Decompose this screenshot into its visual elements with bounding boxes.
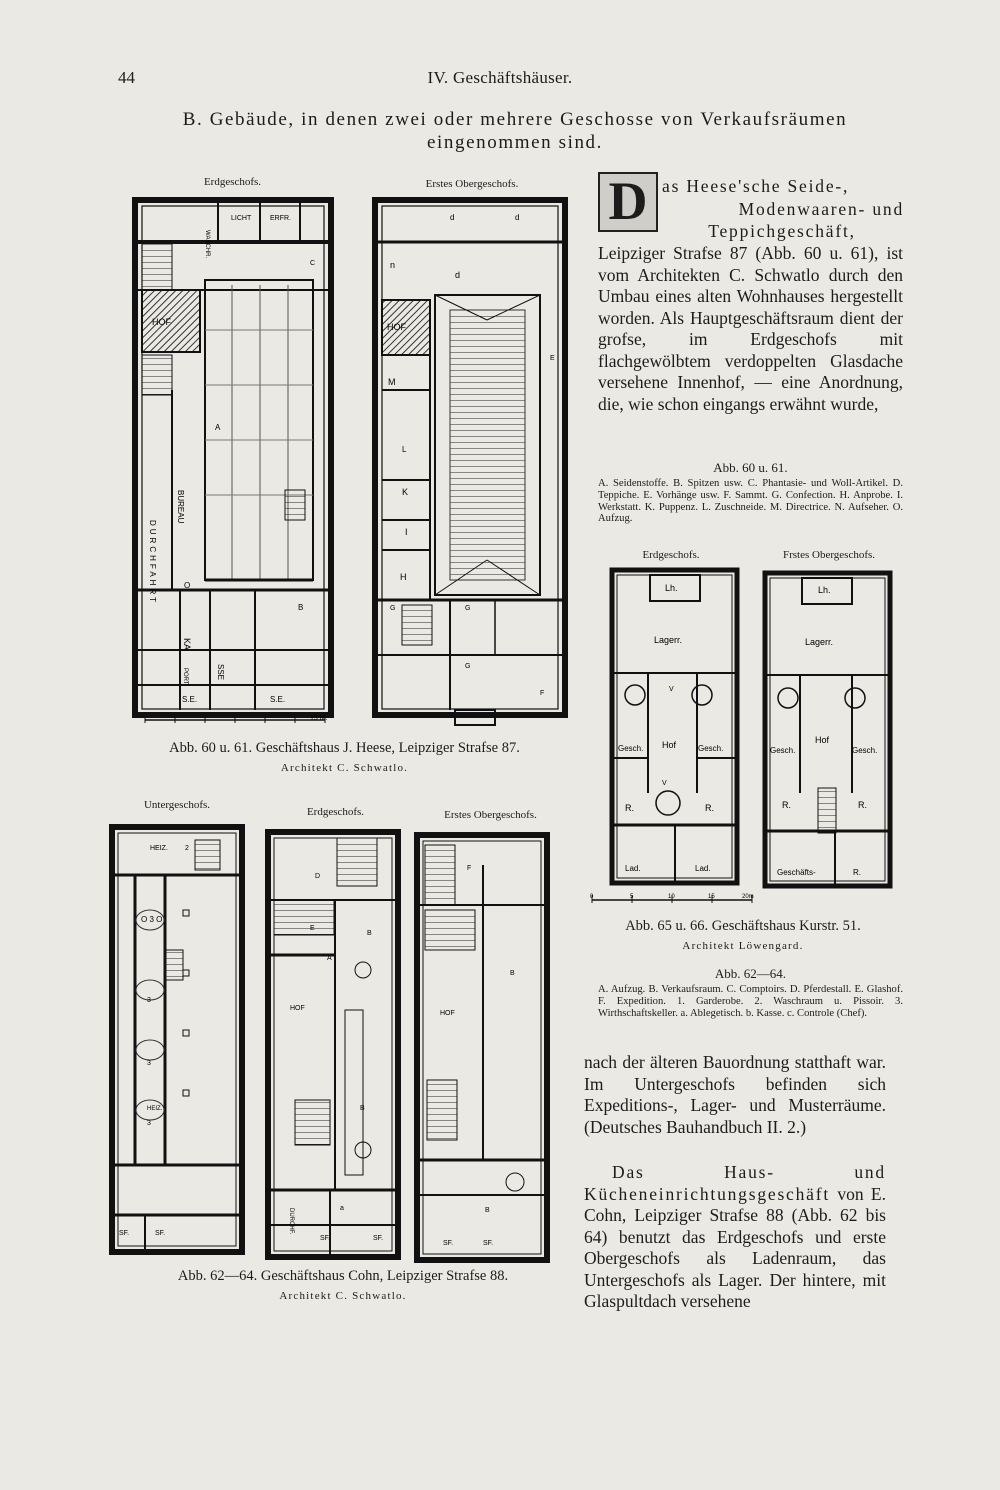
legend-cohn: A. Aufzug. B. Verkaufsraum. C. Comptoirs. D. Pferdestall. E. Glashof. F. Expedition. 1. Garderobe. 2. Waschraum u. Pissoir. 3. Wirthschaftskeller. a. Ablegetisch. b. Kasse. c. Controle (Chef). (598, 984, 903, 1019)
svg-text:d: d (515, 213, 520, 222)
cohn-basement-label: Untergeschofs. (143, 799, 211, 811)
svg-text:3: 3 (147, 1060, 151, 1067)
svg-text:HEIZ.: HEIZ. (150, 845, 168, 852)
svg-text:HOF: HOF (387, 322, 406, 332)
svg-text:SSE: SSE (216, 664, 225, 681)
svg-text:S.E.: S.E. (270, 695, 286, 704)
svg-text:B: B (298, 603, 304, 612)
svg-text:DURCHF.: DURCHF. (288, 1208, 294, 1235)
svg-text:M: M (388, 377, 396, 387)
svg-text:I: I (405, 527, 408, 537)
lead-line-3: Teppichgeschäft, (708, 221, 856, 241)
paragraph-2 (584, 1162, 886, 1313)
kurstr-floor-plans (590, 563, 900, 913)
heese-upper-label: Erstes Obergeschofs. (425, 178, 519, 190)
svg-text:3: 3 (147, 1120, 151, 1127)
heese-caption: Abb. 60 u. 61. Geschäftshaus J. Heese, Leipziger Strafse 87. (169, 740, 520, 756)
svg-text:15: 15 (708, 894, 715, 900)
svg-text:F: F (540, 690, 545, 697)
room-licht: LICHT (231, 215, 252, 222)
drop-cap: D (608, 171, 648, 231)
svg-text:0: 0 (590, 894, 594, 900)
svg-text:R.: R. (705, 803, 714, 813)
running-head: IV. Geschäftshäuser. (427, 68, 573, 87)
svg-text:Lagerr.: Lagerr. (654, 635, 683, 645)
legend-heese: A. Seidenstoffe. B. Spitzen usw. C. Phantasie- und Woll-Artikel. D. Teppiche. E. Vorhänge usw. F. Sammt. G. Confection. H. Anprobe. I. Werkstatt. K. Puppenz. L. Zuschneide. M. Directrice. N. Aufseher. O. Aufzug. (598, 478, 903, 525)
svg-text:PORT.: PORT. (182, 668, 188, 686)
svg-text:Lh.: Lh. (665, 583, 678, 593)
svg-text:WASCHR.: WASCHR. (204, 230, 210, 259)
page-number: 44 (118, 68, 135, 87)
svg-text:Gesch.: Gesch. (852, 746, 878, 755)
cohn-upper-plan (417, 835, 547, 1260)
svg-text:Geschäfts-: Geschäfts- (777, 868, 816, 877)
svg-text:Lad.: Lad. (625, 864, 641, 873)
svg-text:2: 2 (185, 845, 189, 852)
heese-ground-label: Erdgeschofs. (203, 176, 262, 188)
kurstr-upper-label: Frstes Obergeschofs. (782, 549, 876, 561)
svg-text:C: C (310, 260, 316, 267)
cohn-caption: Abb. 62—64. Geschäftshaus Cohn, Leipziger Strafse 88. (177, 1268, 509, 1284)
svg-text:O: O (184, 581, 191, 590)
svg-text:B: B (510, 970, 515, 977)
svg-text:Gesch.: Gesch. (770, 746, 796, 755)
svg-text:G: G (390, 605, 396, 612)
svg-text:20m: 20m (742, 894, 754, 900)
kurstr-architect: Architekt Löwengard. (682, 940, 804, 952)
svg-text:R.: R. (625, 803, 634, 813)
svg-text:KA: KA (182, 638, 192, 651)
svg-text:SF.: SF. (373, 1235, 384, 1242)
svg-text:Gesch.: Gesch. (698, 744, 724, 753)
svg-text:n: n (390, 260, 396, 270)
svg-text:BUREAU: BUREAU (176, 490, 185, 524)
lead-line-1: as Heese'sche Seide-, (662, 176, 850, 196)
heese-upper-plan (375, 200, 565, 725)
svg-text:Lh.: Lh. (818, 585, 831, 595)
svg-text:5: 5 (630, 894, 634, 900)
paragraph-1-continued: nach der älteren Bauordnung statthaft war. Im Untergeschofs befinden sich Expeditions-, Lager- und Musterräume. (Deutsches Bauhandbuch II. 2.) (584, 1052, 886, 1137)
svg-text:R.: R. (853, 868, 861, 877)
paragraph-1: Leipziger Strafse 87 (Abb. 60 u. 61), ist vom Architekten C. Schwatlo durch den Umbau eines alten Wohnhauses hergestellt worden. Als Hauptgeschäftsraum dient der grofse, im Erdgeschofs mit flachgewölbtem verdoppelten Glasdache versehene Innenhof, — eine Anordnung, die, wie schon eingangs erwähnt wurde, (598, 243, 903, 414)
paragraph-2-rest: von E. Cohn, Leipziger Strafse 88 (Abb. 62 bis 64) benutzt das Erdgeschofs und erste Obergeschofs als Ladenraum, das Untergeschofs als Lager. Der hintere, mit Glaspultdach versehene (584, 1183, 886, 1311)
svg-text:A: A (327, 955, 332, 962)
cohn-floor-plans (105, 820, 565, 1265)
svg-text:HOF: HOF (440, 1010, 455, 1017)
svg-text:d: d (455, 270, 461, 280)
svg-text:O 3 O: O 3 O (141, 915, 163, 924)
svg-text:ERFR.: ERFR. (270, 215, 291, 222)
svg-text:R.: R. (782, 800, 791, 810)
svg-text:Hof: Hof (815, 735, 830, 745)
cohn-upper-label: Erstes Obergeschofs. (444, 809, 537, 821)
svg-text:3: 3 (147, 997, 151, 1004)
svg-text:F: F (467, 865, 472, 872)
heese-floor-plans (120, 190, 590, 735)
svg-text:SF.: SF. (155, 1230, 166, 1237)
svg-text:V: V (662, 780, 667, 787)
svg-text:A: A (215, 423, 221, 432)
paragraph-2-spaced: Das Haus- und Kücheneinrichtungsgeschäft (584, 1162, 886, 1204)
svg-text:HEIZ.: HEIZ. (147, 1106, 163, 1112)
svg-text:SF.: SF. (119, 1230, 130, 1237)
heese-ground-plan (135, 200, 331, 715)
legend-heese-title: Abb. 60 u. 61. (713, 460, 788, 475)
svg-text:Hof: Hof (662, 740, 677, 750)
kurstr-caption: Abb. 65 u. 66. Geschäftshaus Kurstr. 51. (625, 918, 861, 934)
svg-text:B: B (367, 930, 372, 937)
svg-text:B: B (360, 1105, 365, 1112)
kurstr-upper-plan (765, 573, 890, 886)
svg-text:HOF: HOF (152, 317, 171, 327)
cohn-architect: Architekt C. Schwatlo. (279, 1290, 407, 1302)
svg-text:DURCHFAHRT: DURCHFAHRT (148, 520, 157, 605)
kurstr-scale (590, 894, 754, 903)
svg-text:E: E (550, 355, 555, 362)
svg-text:G: G (465, 605, 471, 612)
kurstr-ground-plan (612, 570, 737, 883)
svg-text:H: H (400, 572, 407, 582)
svg-text:Gesch.: Gesch. (618, 744, 644, 753)
svg-text:D: D (315, 873, 321, 880)
heese-architect: Architekt C. Schwatlo. (280, 762, 409, 774)
svg-text:SF.: SF. (443, 1240, 454, 1247)
svg-text:HOF: HOF (290, 1005, 305, 1012)
cohn-ground-label: Erdgeschofs. (306, 806, 365, 818)
cohn-ground-plan (268, 832, 398, 1257)
svg-text:10: 10 (668, 894, 675, 900)
svg-text:K: K (402, 487, 409, 497)
svg-text:SF.: SF. (320, 1235, 331, 1242)
svg-text:Lagerr.: Lagerr. (805, 637, 834, 647)
cohn-basement-plan (112, 827, 242, 1252)
svg-text:B: B (485, 1207, 490, 1214)
svg-text:a: a (340, 1205, 344, 1212)
kurstr-ground-label: Erdgeschofs. (642, 549, 700, 561)
heese-scale-label: 15 M. (310, 715, 328, 722)
svg-text:S.E.: S.E. (182, 695, 198, 704)
svg-text:SF.: SF. (483, 1240, 494, 1247)
svg-text:Lad.: Lad. (695, 864, 711, 873)
drop-cap-frame (598, 172, 658, 232)
svg-text:L: L (402, 445, 407, 454)
legend-cohn-title: Abb. 62—64. (714, 966, 787, 981)
lead-line-2: Modenwaaren- und (738, 199, 904, 219)
svg-text:G: G (465, 663, 471, 670)
svg-text:V: V (669, 686, 674, 693)
section-heading: B. Gebäude, in denen zwei oder mehrere Geschosse von Verkaufsräumen eingenommen sind. (182, 109, 848, 153)
svg-text:E: E (310, 925, 315, 932)
svg-text:R.: R. (858, 800, 867, 810)
svg-text:d: d (450, 213, 455, 222)
